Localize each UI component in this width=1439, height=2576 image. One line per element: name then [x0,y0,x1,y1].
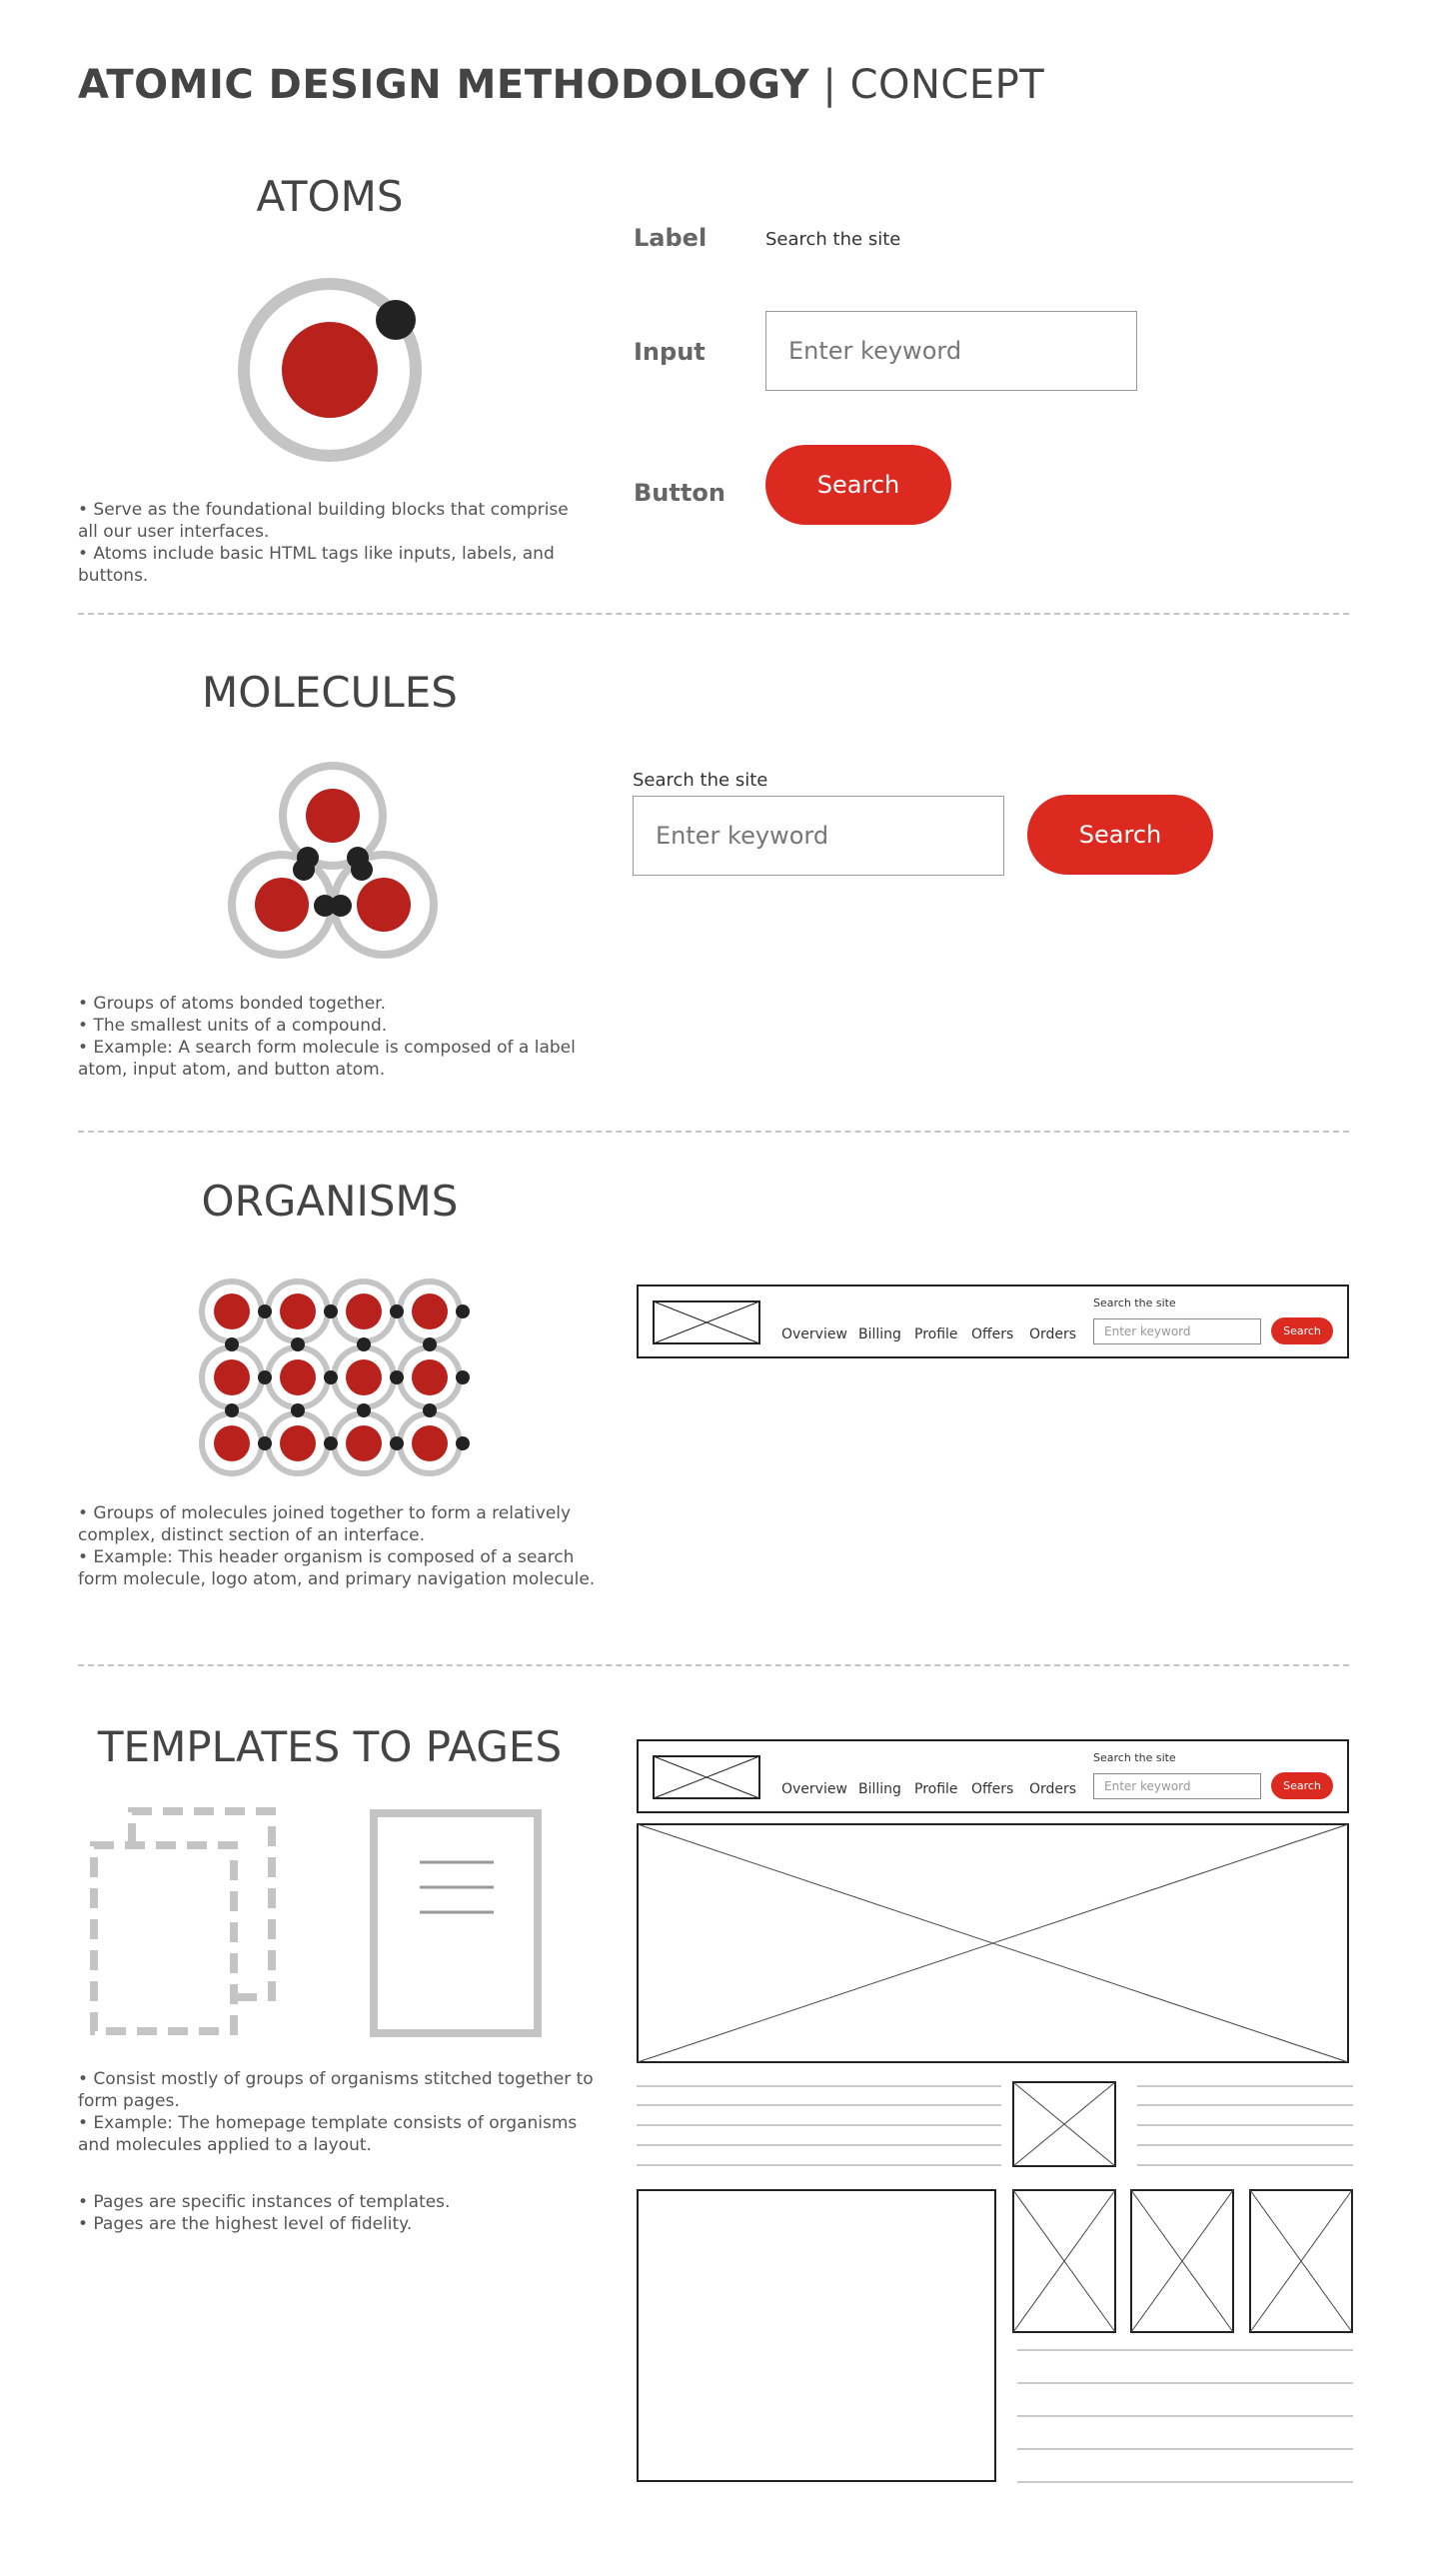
text-line [1017,2481,1353,2483]
templates-title: TEMPLATES TO PAGES [97,1722,563,1771]
text-line [1137,2085,1353,2087]
bond-dot [324,1436,338,1450]
image-placeholder-icon [1249,2189,1353,2333]
text-line [637,2085,1001,2087]
atom-nucleus [214,1425,250,1461]
bullet: • Example: This header organism is composed of a search form molecule, logo atom, and primary navigation molecule. [78,1547,596,1589]
atom-nucleus [412,1293,448,1329]
atom-nucleus [346,1425,382,1461]
page-title [78,62,1044,108]
atom-nucleus [280,1425,316,1461]
atom-nucleus [214,1293,250,1329]
search-label: Search the site [1093,1296,1176,1309]
search-input[interactable] [1093,1318,1261,1344]
text-line [637,2104,1001,2106]
bullet: • Example: The homepage template consists of organisms and molecules applied to a layout. [78,2113,578,2155]
nav-item-billing[interactable]: Billing [858,1781,901,1797]
templates-bullets [78,2068,598,2156]
logo-placeholder-icon [653,1755,760,1799]
bond-dot [390,1370,404,1384]
search-form-input[interactable] [633,796,1004,876]
title-bold: ATOMIC DESIGN METHODOLOGY [78,62,810,108]
logo-placeholder-icon [653,1300,760,1344]
nav-item-orders[interactable]: Orders [1029,1326,1077,1342]
bond-dot [456,1370,470,1384]
bond-dot [258,1304,272,1318]
text-line [1137,2124,1353,2126]
bond-dot [456,1436,470,1450]
nav-item-offers[interactable]: Offers [971,1326,1014,1342]
bond-dot [357,1403,371,1417]
header-organism [637,1285,1349,1358]
bullet: • Groups of molecules joined together to form a relatively complex, distinct section of an interface. [78,1503,572,1545]
nav-item-billing[interactable]: Billing [858,1326,901,1342]
text-line [1017,2415,1353,2417]
search-button[interactable]: Search [1271,1772,1333,1799]
atoms-bullets [78,499,578,587]
bond-dot [225,1403,239,1417]
atom-nucleus [412,1359,448,1395]
bond-dot [225,1337,239,1351]
title-separator: | [822,62,837,108]
input-placeholder: Enter keyword [1104,1779,1191,1793]
search-form-label: Search the site [633,770,768,791]
page-icon [368,1807,544,2039]
bullet: • Example: A search form molecule is composed of a label atom, input atom, and button atom. [78,1038,576,1080]
atom-icon [230,272,430,472]
nav-item-overview[interactable]: Overview [781,1326,847,1342]
bullet: • Pages are the highest level of fidelity. [78,2214,413,2234]
atom-nucleus [280,1359,316,1395]
atoms-title: ATOMS [256,172,404,221]
text-line [1017,2382,1353,2384]
organism-icon [192,1272,472,1481]
bullet: • Consist mostly of groups of organisms stitched together to form pages. [78,2069,594,2111]
label-row-title: Label [634,224,708,252]
nav-item-offers[interactable]: Offers [971,1781,1014,1797]
image-placeholder-icon [1012,2189,1116,2333]
section-divider [78,1131,1349,1133]
button-row-title: Button [634,479,725,507]
search-input[interactable] [1093,1773,1261,1799]
bond-dot [423,1403,437,1417]
text-line [1137,2104,1353,2106]
bond-dot [324,1370,338,1384]
atom-nucleus [346,1359,382,1395]
input-row-title: Input [634,338,706,366]
nav-item-profile[interactable]: Profile [914,1326,958,1342]
title-light: CONCEPT [849,62,1045,108]
image-placeholder-icon [1012,2081,1116,2167]
bullet: • Atoms include basic HTML tags like inputs, labels, and buttons. [78,544,555,586]
nav-item-overview[interactable]: Overview [781,1781,847,1797]
pages-bullets [78,2191,598,2235]
bullet: • Groups of atoms bonded together. [78,994,387,1014]
bullet: • The smallest units of a compound. [78,1016,388,1036]
bond-dot [324,1304,338,1318]
template-icon [84,1803,284,2039]
section-divider [78,613,1349,615]
atom-nucleus [214,1359,250,1395]
content-block [637,2189,996,2482]
input-placeholder: Enter keyword [1104,1324,1191,1338]
input-atom[interactable] [765,311,1137,391]
text-line [637,2144,1001,2146]
text-line [637,2164,1001,2166]
text-line [637,2124,1001,2126]
atom-nucleus [280,1293,316,1329]
bond-dot [291,1337,305,1351]
search-label: Search the site [1093,1751,1176,1764]
search-form-button[interactable]: Search [1027,795,1213,875]
molecule-icon [222,760,442,960]
label-atom: Search the site [765,229,901,250]
organisms-bullets [78,1502,598,1590]
bond-dot [291,1403,305,1417]
input-placeholder: Enter keyword [656,822,829,850]
nav-item-orders[interactable]: Orders [1029,1781,1077,1797]
section-divider [78,1664,1349,1666]
text-line [1017,2349,1353,2351]
atom-nucleus [346,1293,382,1329]
hero-image-placeholder-icon [637,1823,1349,2063]
bond-dot [456,1304,470,1318]
search-button[interactable]: Search [1271,1317,1333,1344]
bond-dot [390,1304,404,1318]
image-placeholder-icon [1130,2189,1234,2333]
organisms-title: ORGANISMS [201,1177,459,1226]
molecules-title: MOLECULES [202,668,458,717]
molecules-bullets [78,993,578,1081]
template-header [637,1739,1349,1813]
nav-item-profile[interactable]: Profile [914,1781,958,1797]
bond-dot [258,1370,272,1384]
bullet: • Serve as the foundational building blocks that comprise all our user interfaces. [78,500,569,542]
bond-dot [258,1436,272,1450]
bond-dot [423,1337,437,1351]
bond-dot [357,1337,371,1351]
search-button-atom[interactable]: Search [765,445,951,525]
text-line [1137,2144,1353,2146]
text-line [1137,2164,1353,2166]
text-line [1017,2448,1353,2450]
atom-nucleus [412,1425,448,1461]
bullet: • Pages are specific instances of templates. [78,2192,451,2212]
bond-dot [390,1436,404,1450]
input-placeholder: Enter keyword [788,337,962,365]
